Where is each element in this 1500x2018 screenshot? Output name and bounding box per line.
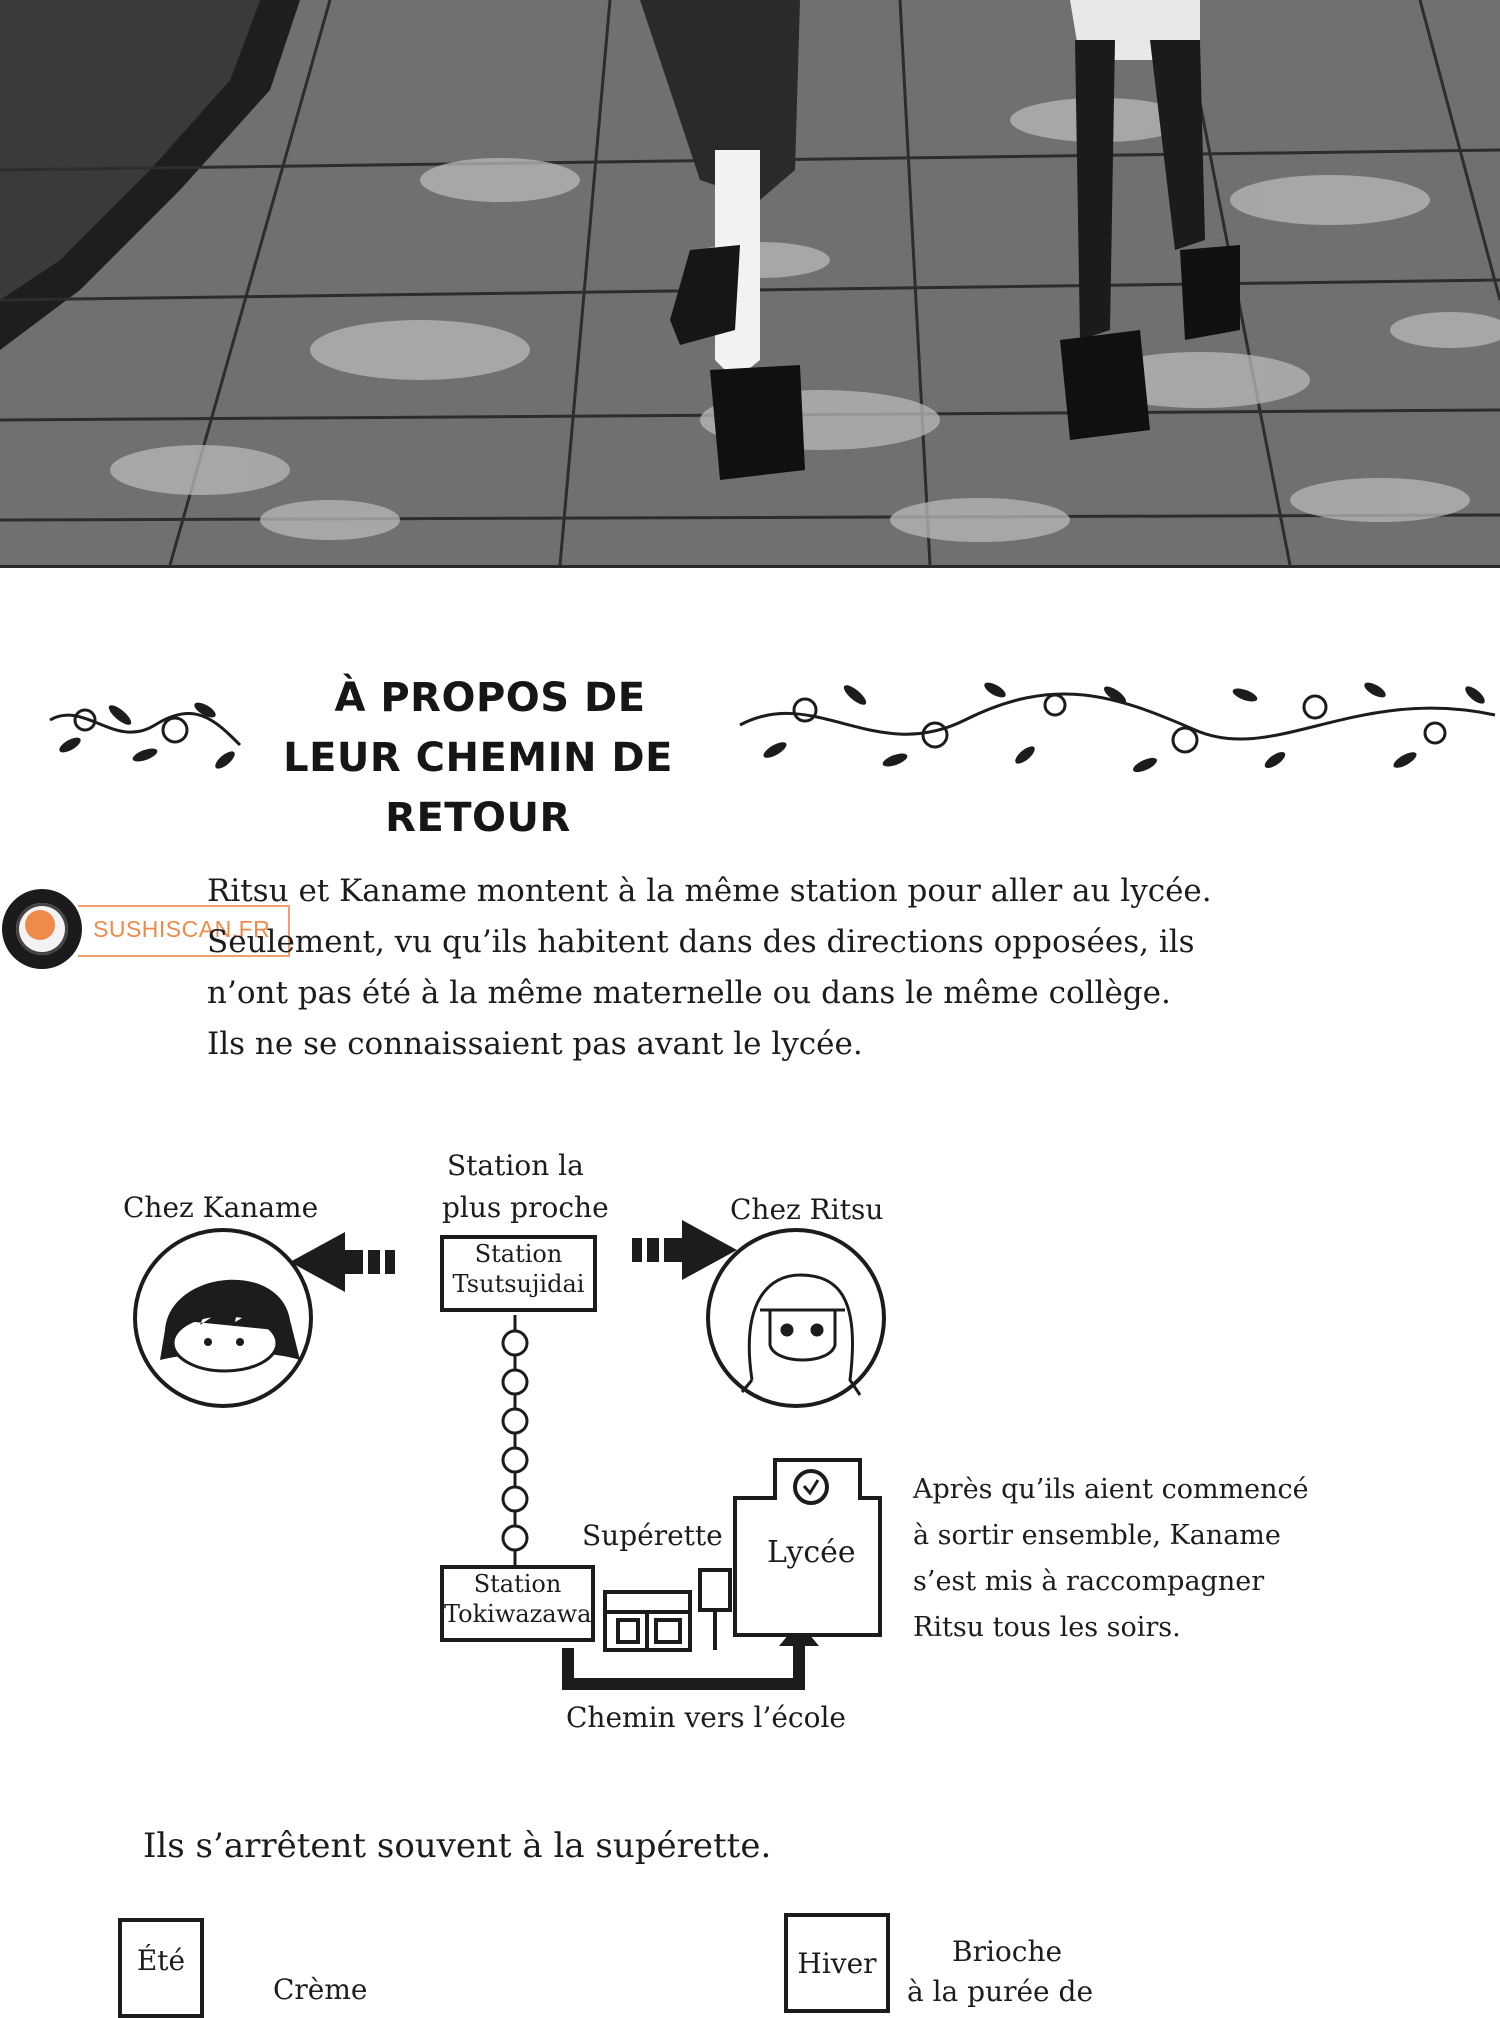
winter-item-line-2: à la purée de (907, 1975, 1094, 2008)
kaname-home-circle (133, 1228, 313, 1408)
nearest-station-label-line-2: plus proche (442, 1191, 609, 1224)
station-tsutsujidai-box (440, 1235, 597, 1312)
heart-icon (25, 910, 55, 940)
intro-paragraph (207, 866, 1212, 1070)
ritsu-home-circle (706, 1228, 886, 1408)
intro-line-2: Seulement, vu qu’ils habitent dans des directions opposées, ils (207, 924, 1195, 960)
nearest-station-label-line-1: Station la (447, 1149, 584, 1182)
note-line-4: Ritsu tous les soirs. (913, 1612, 1181, 1643)
winter-label: Hiver (797, 1947, 877, 1980)
heading-line-2: LEUR CHEMIN DE RETOUR (283, 735, 673, 841)
ritsu-home-label: Chez Ritsu (730, 1193, 884, 1226)
summer-box (118, 1918, 204, 2018)
note-line-3: s’est mis à raccompagner (913, 1566, 1265, 1597)
school-path-label: Chemin vers l’école (566, 1701, 846, 1734)
intro-line-4: Ils ne se connaissaient pas avant le lycée. (207, 1026, 863, 1062)
summer-label: Été (136, 1944, 186, 1977)
watermark-text: SUSHISCAN.FR (93, 916, 271, 942)
heading-line-1: À PROPOS DE (334, 675, 646, 721)
summer-item-label: Crème (273, 1973, 368, 2006)
store-label: Supérette (582, 1519, 723, 1552)
intro-line-3: n’ont pas été à la même maternelle ou dans le même collège. (207, 975, 1171, 1011)
station-tsutsujidai-line-1: Station (474, 1240, 563, 1268)
pavement-illustration (0, 0, 1500, 565)
section-heading (250, 668, 730, 848)
station-tokiwazawa-line-1: Station (473, 1570, 562, 1598)
station-tokiwazawa-box (440, 1565, 595, 1642)
note-line-2: à sortir ensemble, Kaname (913, 1520, 1281, 1551)
vine-ornament-right (735, 665, 1500, 785)
kaname-home-label: Chez Kaname (123, 1191, 319, 1224)
winter-box (784, 1913, 890, 2013)
relationship-note (913, 1467, 1309, 1651)
winter-item-line-1: Brioche (952, 1935, 1063, 1968)
vine-ornament-left (45, 680, 245, 780)
station-tokiwazawa-line-2: Tokiwazawa (444, 1600, 592, 1628)
station-tsutsujidai-line-2: Tsutsujidai (452, 1270, 585, 1298)
store-stop-text: Ils s’arrêtent souvent à la supérette. (143, 1826, 772, 1866)
school-label: Lycée (767, 1535, 856, 1570)
note-line-1: Après qu’ils aient commencé (913, 1474, 1309, 1505)
intro-line-1: Ritsu et Kaname montent à la même station pour aller au lycée. (207, 873, 1212, 909)
manga-panel-illustration (0, 0, 1500, 568)
